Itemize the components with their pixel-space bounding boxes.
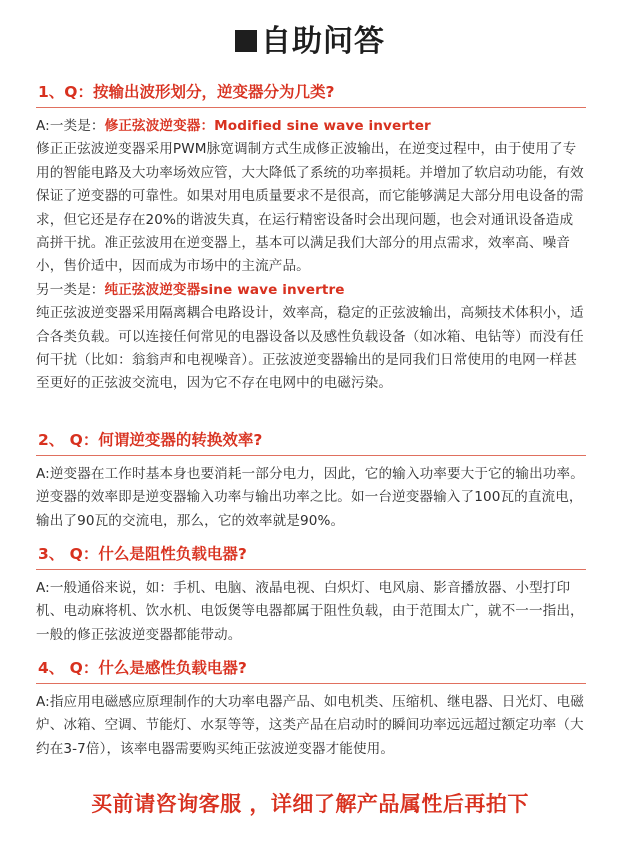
answer-1-type-2-heading (36, 279, 586, 302)
answer-4: A:指应用电磁感应原理制作的大功率电器产品、如电机类、压缩机、继电器、日光灯、电磁炉、冰箱、空调、节能灯、水泵等等，这类产品在启动时的瞬间功率远远超过额定功率（大约在3-7倍），该率电器需要购买纯正弦波逆变器才能使用。 (36, 694, 584, 757)
question-2: 2、 Q：何谓逆变器的转换效率? (38, 431, 263, 449)
answer-1-type-2-body: 纯正弦波逆变器采用隔离耦合电路设计，效率高，稳定的正弦波输出，高频技术体积小，适合各类负载。可以连接任何常见的电器设备以及感性负载设备（如冰箱、电钻等）而没有任何干扰（比如：翁翁声和电视噪音）。正弦波逆变器输出的是同我们日常使用的电网一样甚至更好的正弦波交流电，因为它不存在电网中的电磁污染。 (36, 305, 584, 392)
answer-2: A:逆变器在工作时基本身也要消耗一部分电力，因此，它的输入功率要大于它的输出功率。逆变器的效率即是逆变器输入功率与输出功率之比。如一台逆变器输入了100瓦的直流电，输出了90瓦的交流电，那么，它的效率就是90%。 (36, 466, 584, 529)
question-4: 4、 Q：什么是感性负载电器? (38, 659, 247, 677)
purchase-notice: 买前请咨询客服 ，详细了解产品属性后再拍下 (91, 792, 529, 816)
faq-section-1 (36, 80, 586, 396)
question-1-divider (36, 107, 586, 108)
question-2-divider (36, 455, 586, 456)
page-title-text: 自助问答 (261, 24, 385, 59)
answer-1-type-1-name: 修正弦波逆变器：Modified sine wave inverter (104, 118, 431, 134)
answer-1-type-1-body: 修正正弦波逆变器采用PWM脉宽调制方式生成修正波输出，在逆变过程中，由于使用了专用的智能电路及大功率场效应管，大大降低了系统的功率损耗。并增加了软启动功能，有效保证了逆变器的可靠性。如果对用电质量要求不是很高，而它能够满足大部分用电设备的需求，但它还是存在20%的谐波失真，在运行精密设备时会出现问题，也会对通讯设备造成高拼干扰。准正弦波用在逆变器上，基本可以满足我们大部分的用点需求，效率高、噪音小，售价适中，因而成为市场中的主流产品。 (36, 141, 584, 275)
faq-section-2 (36, 428, 586, 533)
answer-1-type-2-prefix: 另一类是： (36, 281, 105, 298)
answer-1-type-1-heading (36, 115, 586, 138)
question-3-divider (36, 569, 586, 570)
answer-3: A:一般通俗来说，如：手机、电脑、液晶电视、白炽灯、电风扇、影音播放器、小型打印机、电动麻将机、饮水机、电饭煲等电器都属于阻性负载，由于范围太广，就不一一指出，一般的修正弦波逆变器都能带动。 (36, 580, 584, 643)
page-title (0, 20, 620, 64)
faq-section-3 (36, 542, 586, 647)
square-bullet-icon (235, 30, 257, 52)
question-4-divider (36, 683, 586, 684)
faq-section-4 (36, 656, 586, 761)
question-3: 3、 Q：什么是阻性负载电器? (38, 545, 247, 563)
answer-1-type-1-prefix: A:一类是： (36, 118, 105, 134)
question-1: 1、Q：按输出波形划分，逆变器分为几类? (38, 83, 335, 101)
answer-1-type-2-name: 纯正弦波逆变器sine wave invertre (104, 281, 345, 298)
